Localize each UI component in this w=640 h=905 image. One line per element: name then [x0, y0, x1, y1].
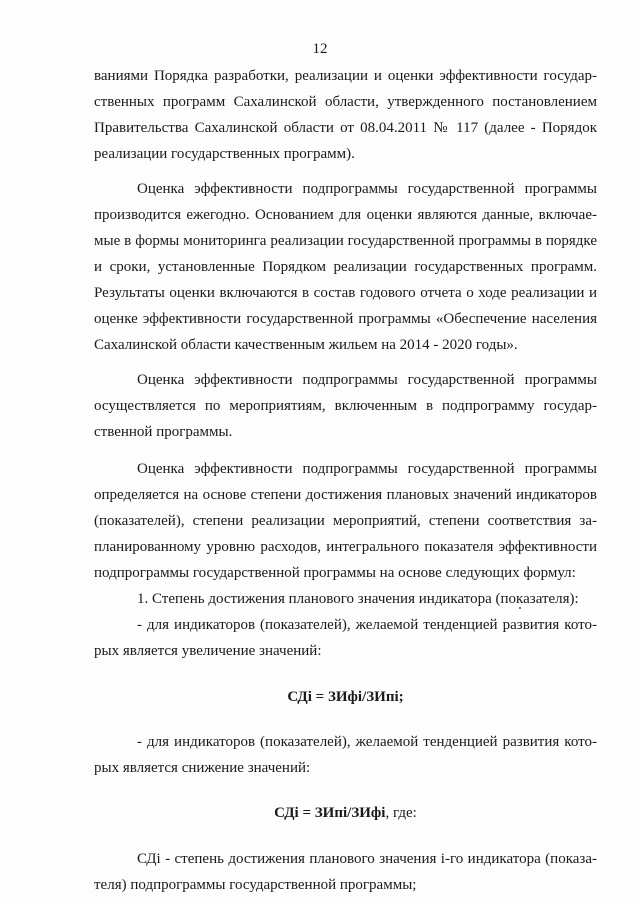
formula-decrease: [94, 800, 597, 826]
paragraph-continuation: ваниями Порядка разработки, реализации и оценки эффективности государственных программ Сахалинской области, утвержденного постановлением Правительства Сахалинской области от 08.04.2011 № 117 (далее - Порядок реализации государственных программ).: [94, 68, 597, 162]
paragraph-evaluation-basis: Оценка эффективности подпрограммы государственной программы определяется на основе степени достижения плановых значений индикаторов (показателей), степени реализации мероприятий, степени соответствия запланированному уровню расходов, интегрального показателя эффективности подпрограммы государственной программы на основе следующих формул:: [94, 461, 597, 581]
paragraph-decrease-indicators: - для индикаторов (показателей), желаемой тенденцией развития которых является снижение значений:: [94, 734, 597, 776]
formula-decrease-tail: , где:: [385, 805, 417, 821]
page-body: [94, 63, 597, 898]
paragraph-evaluation-by-measures: Оценка эффективности подпрограммы государственной программы осуществляется по мероприятиям, включенным в подпрограмму государственной программы.: [94, 372, 597, 440]
formula-increase-text: СДі = ЗИфі/ЗИпі;: [287, 689, 404, 705]
scan-speck: [519, 607, 521, 609]
paragraph-increase-indicators: - для индикаторов (показателей), желаемой тенденцией развития которых является увеличение значений:: [94, 617, 597, 659]
paragraph-definition-sdi: СДі - степень достижения планового значения і-го индикатора (показателя) подпрограммы государственной программы;: [94, 851, 597, 893]
paragraph-evaluation-frequency: Оценка эффективности подпрограммы государственной программы производится ежегодно. Основанием для оценки являются данные, включаемые в формы мониторинга реализации государственной программы в порядке и сроки, установленные Порядком реализации государственных программ. Результаты оценки включаются в состав годового отчета о ходе реализации и оценке эффективности государственной программы «Обеспечение населения Сахалинской области качественным жильем на 2014 - 2020 годы».: [94, 181, 597, 353]
page-number: 12: [312, 41, 328, 57]
paragraph-item-1: 1. Степень достижения планового значения индикатора (показателя):: [137, 591, 579, 607]
formula-decrease-text: СДі = ЗИпі/ЗИфі: [274, 805, 386, 821]
formula-increase: [94, 684, 597, 710]
